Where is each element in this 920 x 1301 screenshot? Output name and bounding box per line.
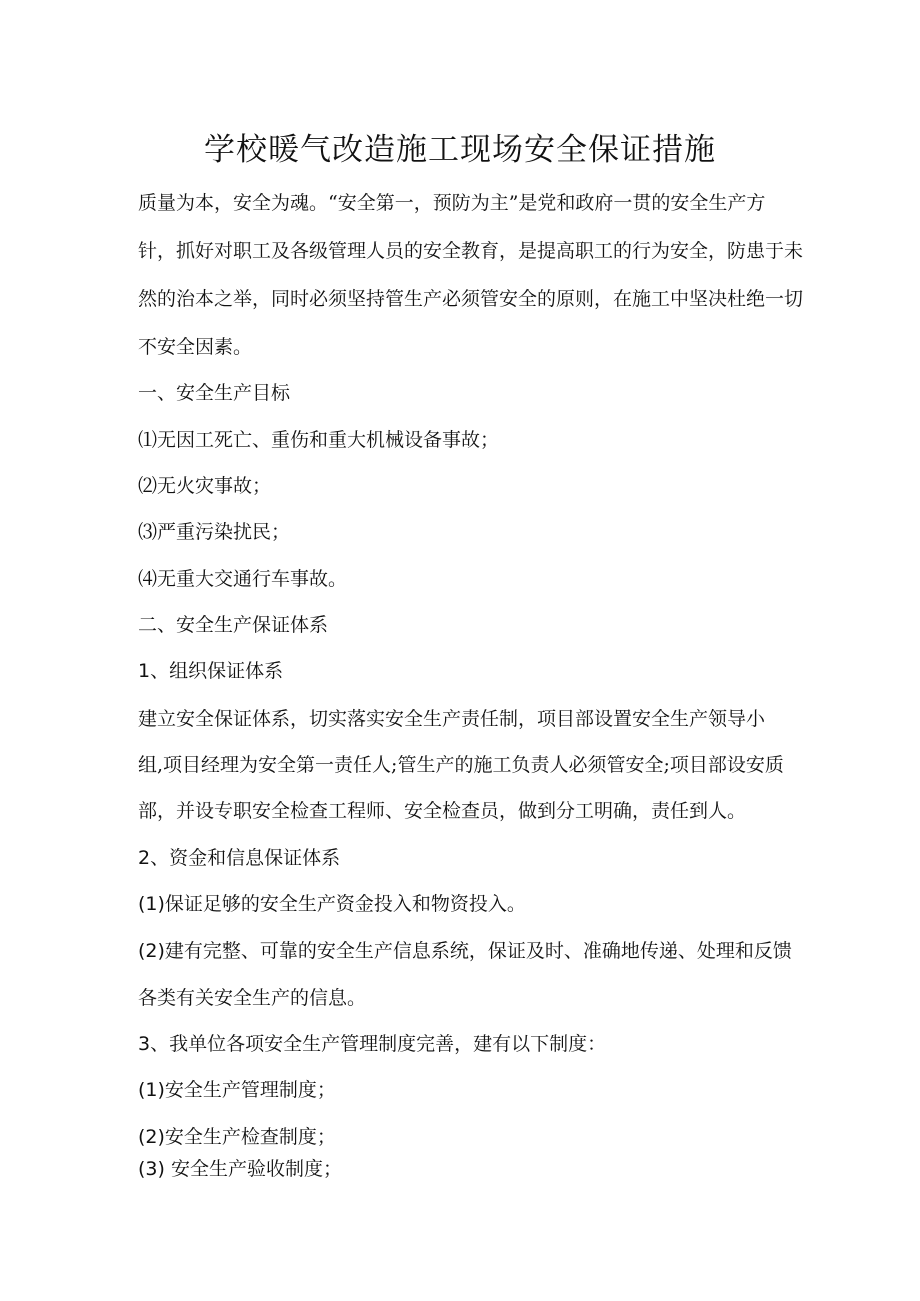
goal-item-3: ⑶严重污染扰民； xyxy=(138,521,291,543)
paragraph-intro-line-3: 然的治本之举，同时必须坚持管生产必须管安全的原则，在施工中坚决杜绝一切 xyxy=(138,288,804,310)
document-title: 学校暖气改造施工现场安全保证措施 xyxy=(204,132,716,168)
paragraph-org-line-2: 组,项目经理为安全第一责任人;管生产的施工负责人必须管安全;项目部设安质 xyxy=(138,754,784,776)
system-item-2: (2)安全生产检查制度； xyxy=(138,1126,336,1148)
paragraph-intro-line-2: 针，抓好对职工及各级管理人员的安全教育，是提高职工的行为安全，防患于未 xyxy=(138,240,804,262)
goal-item-4: ⑷无重大交通行车事故。 xyxy=(138,568,348,590)
system-item-3: (3) 安全生产验收制度； xyxy=(138,1158,342,1180)
paragraph-org-line-1: 建立安全保证体系，切实落实安全生产责任制，项目部设置安全生产领导小 xyxy=(138,708,766,730)
paragraph-intro-line-1: 质量为本，安全为魂。“安全第一，预防为主”是党和政府一贯的安全生产方 xyxy=(138,192,766,214)
subsection-heading-3: 3、我单位各项安全生产管理制度完善，建有以下制度： xyxy=(138,1033,607,1055)
funding-item-2-line-2: 各类有关安全生产的信息。 xyxy=(138,987,367,1009)
subsection-heading-1: 1、组织保证体系 xyxy=(138,660,284,682)
section-heading-1: 一、安全生产目标 xyxy=(138,382,291,404)
paragraph-intro-line-4: 不安全因素。 xyxy=(138,336,253,358)
funding-item-1: (1)保证足够的安全生产资金投入和物资投入。 xyxy=(138,893,526,915)
subsection-heading-2: 2、资金和信息保证体系 xyxy=(138,847,341,869)
paragraph-org-line-3: 部，并设专职安全检查工程师、安全检查员，做到分工明确，责任到人。 xyxy=(138,800,747,822)
funding-item-2-line-1: (2)建有完整、可靠的安全生产信息系统，保证及时、准确地传递、处理和反馈 xyxy=(138,940,792,962)
section-heading-2: 二、安全生产保证体系 xyxy=(138,614,329,636)
goal-item-1: ⑴无因工死亡、重伤和重大机械设备事故； xyxy=(138,429,500,451)
goal-item-2: ⑵无火灾事故； xyxy=(138,475,272,497)
system-item-1: (1)安全生产管理制度； xyxy=(138,1079,336,1101)
